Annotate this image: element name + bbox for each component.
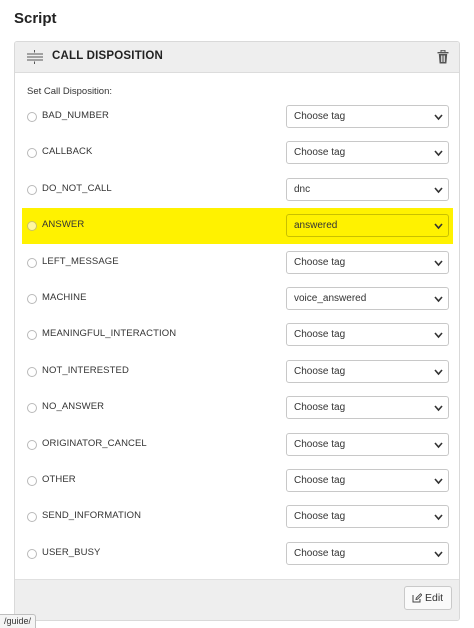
disposition-row — [15, 427, 459, 463]
disposition-radio[interactable] — [27, 440, 37, 450]
disposition-label: ORIGINATOR_CANCEL — [42, 437, 147, 449]
disposition-row — [15, 354, 459, 390]
panel-footer — [15, 579, 459, 620]
disposition-label: SEND_INFORMATION — [42, 510, 142, 522]
edit-label: Edit — [425, 592, 444, 604]
tag-select-value: Choose tag — [294, 365, 346, 377]
tag-select[interactable] — [286, 360, 449, 383]
chevron-down-icon — [434, 441, 443, 449]
tag-select[interactable] — [286, 141, 449, 164]
drag-handle-icon[interactable] — [27, 50, 43, 64]
tag-select[interactable] — [286, 433, 449, 456]
tag-select[interactable] — [286, 469, 449, 492]
tag-select[interactable] — [286, 178, 449, 201]
tag-select[interactable] — [286, 214, 449, 237]
disposition-radio[interactable] — [27, 512, 37, 522]
tag-select[interactable] — [286, 251, 449, 274]
tag-select-value: voice_answered — [294, 293, 367, 304]
call-disposition-panel — [14, 41, 460, 621]
chevron-down-icon — [434, 368, 443, 376]
disposition-row — [15, 245, 459, 281]
chevron-down-icon — [434, 259, 443, 267]
tag-select-value: Choose tag — [294, 511, 346, 523]
disposition-label: LEFT_MESSAGE — [42, 255, 119, 267]
disposition-row — [15, 390, 459, 426]
chevron-down-icon — [434, 477, 443, 485]
chevron-down-icon — [434, 550, 443, 558]
chevron-down-icon — [434, 331, 443, 339]
edit-button[interactable] — [404, 586, 452, 610]
disposition-row — [15, 317, 459, 353]
disposition-radio[interactable] — [27, 549, 37, 559]
disposition-label: OTHER — [42, 474, 76, 485]
panel-title: CALL DISPOSITION — [52, 50, 163, 62]
disposition-label: NOT_INTERESTED — [42, 364, 129, 376]
disposition-label: CALLBACK — [42, 146, 93, 158]
page-title: Script — [14, 10, 57, 27]
disposition-row — [15, 536, 459, 572]
disposition-radio[interactable] — [27, 367, 37, 377]
disposition-radio[interactable] — [27, 148, 37, 158]
tag-select-value: Choose tag — [294, 147, 346, 159]
disposition-row — [15, 172, 459, 208]
tag-select[interactable] — [286, 396, 449, 419]
disposition-row — [15, 463, 459, 499]
tag-select[interactable] — [286, 323, 449, 346]
tag-select-value: Choose tag — [294, 438, 346, 450]
tag-select[interactable] — [286, 105, 449, 128]
disposition-label: BAD_NUMBER — [42, 110, 109, 121]
tag-select-value: Choose tag — [294, 547, 346, 559]
section-label: Set Call Disposition: — [27, 86, 113, 97]
chevron-down-icon — [434, 295, 443, 303]
tag-select-value: Choose tag — [294, 402, 346, 414]
trash-icon[interactable] — [437, 50, 449, 64]
chevron-down-icon — [434, 149, 443, 157]
disposition-row — [15, 499, 459, 535]
tag-select-value: Choose tag — [294, 256, 346, 268]
tag-select-value: Choose tag — [294, 329, 346, 341]
tag-select[interactable] — [286, 542, 449, 565]
panel-header — [15, 42, 459, 73]
disposition-label: ANSWER — [42, 219, 85, 231]
disposition-radio[interactable] — [27, 330, 37, 340]
disposition-row — [15, 281, 459, 317]
chevron-down-icon — [434, 186, 443, 194]
disposition-label: MEANINGFUL_INTERACTION — [42, 328, 177, 340]
chevron-down-icon — [434, 513, 443, 521]
disposition-label: NO_ANSWER — [42, 401, 105, 413]
disposition-radio[interactable] — [27, 294, 37, 304]
tag-select-value: Choose tag — [294, 111, 346, 122]
tag-select-value: Choose tag — [294, 475, 346, 486]
status-bar-url: /guide/ — [0, 614, 36, 628]
disposition-radio[interactable] — [27, 112, 37, 122]
disposition-label: MACHINE — [42, 292, 87, 303]
chevron-down-icon — [434, 404, 443, 412]
disposition-row — [15, 135, 459, 171]
edit-icon — [412, 593, 422, 603]
chevron-down-icon — [434, 222, 443, 230]
disposition-radio[interactable] — [27, 403, 37, 413]
tag-select-value: dnc — [294, 183, 311, 195]
disposition-radio[interactable] — [27, 185, 37, 195]
tag-select-value: answered — [294, 220, 338, 232]
chevron-down-icon — [434, 113, 443, 121]
tag-select[interactable] — [286, 287, 449, 310]
disposition-row — [22, 208, 453, 244]
disposition-label: USER_BUSY — [42, 546, 101, 558]
tag-select[interactable] — [286, 505, 449, 528]
disposition-radio[interactable] — [27, 476, 37, 486]
disposition-radio[interactable] — [27, 258, 37, 268]
disposition-radio[interactable] — [27, 221, 37, 231]
disposition-row — [15, 99, 459, 135]
disposition-label: DO_NOT_CALL — [42, 182, 112, 194]
